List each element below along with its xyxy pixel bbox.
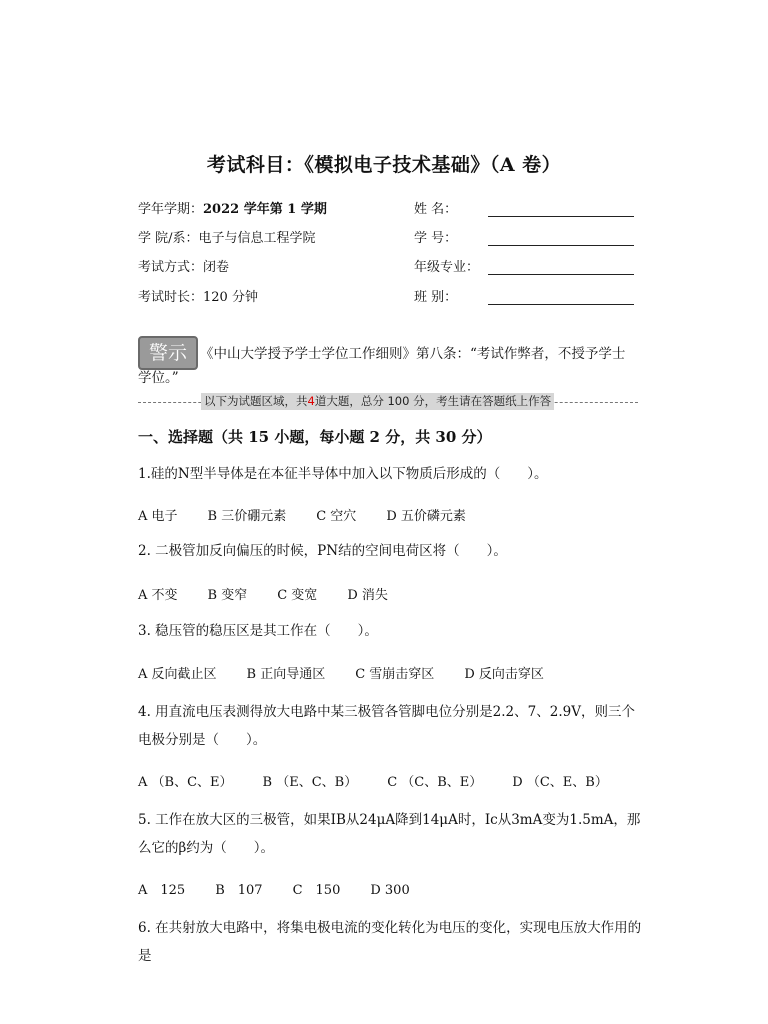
question-2: 2. 二极管加反向偏压的时候，PN结的空间电荷区将（ ）。 bbox=[138, 543, 507, 559]
divider-label bbox=[201, 393, 554, 410]
info-value: 2022 学年第 1 学期 bbox=[203, 202, 327, 217]
class-blank-line[interactable] bbox=[488, 290, 634, 305]
warning-badge: 警示 bbox=[138, 336, 198, 370]
option: B 正向导通区 bbox=[246, 667, 326, 682]
name-blank-line[interactable] bbox=[488, 202, 634, 217]
option: B 变窄 bbox=[207, 588, 248, 603]
student-id-blank-line[interactable] bbox=[488, 231, 634, 246]
info-school bbox=[138, 229, 418, 249]
divider-count: 4 bbox=[307, 394, 315, 408]
question-4-options bbox=[138, 771, 642, 790]
option: A 电子 bbox=[138, 509, 178, 524]
option: A （B、C、E） bbox=[138, 775, 233, 790]
divider-text-after: 道大题，总分 100 分，考生请在答题纸上作答 bbox=[314, 394, 552, 408]
option: D 反向击穿区 bbox=[464, 667, 544, 682]
info-value: 闭卷 bbox=[203, 260, 230, 275]
question-4: 4. 用直流电压表测得放大电路中某三极管各管脚电位分别是2.2、7、2.9V，则三个电极分别是（ ）。 bbox=[138, 704, 635, 748]
option: D 消失 bbox=[347, 588, 388, 603]
class-field-row bbox=[414, 288, 654, 308]
major-blank-line[interactable] bbox=[488, 260, 634, 275]
option: D （C、E、B） bbox=[512, 775, 608, 790]
question-1: 1.硅的N型半导体是在本征半导体中加入以下物质后形成的（ ）。 bbox=[138, 466, 548, 482]
class-label: 班 别： bbox=[414, 290, 458, 305]
option: C 空穴 bbox=[316, 509, 357, 524]
option: C （C、B、E） bbox=[387, 775, 483, 790]
exam-title: 考试科目：《模拟电子技术基础》（A 卷） bbox=[206, 154, 562, 176]
name-field-row bbox=[414, 200, 654, 220]
name-label: 姓 名： bbox=[414, 202, 458, 217]
divider-text-before: 以下为试题区域，共 bbox=[204, 394, 308, 408]
option: D 五价磷元素 bbox=[386, 509, 466, 524]
student-id-label: 学 号： bbox=[414, 231, 458, 246]
info-value: 120 分钟 bbox=[203, 290, 258, 305]
info-value: 电子与信息工程学院 bbox=[198, 231, 316, 246]
info-term bbox=[138, 200, 418, 220]
info-duration bbox=[138, 288, 418, 308]
option: A 125 bbox=[138, 883, 186, 898]
warning-text: 《中山大学授予学士学位工作细则》第八条：“考试作弊者，不授予学士学位。” bbox=[138, 346, 626, 386]
question-3: 3. 稳压管的稳压区是其工作在（ ）。 bbox=[138, 623, 378, 639]
option: C 变宽 bbox=[277, 588, 318, 603]
info-label: 考试方式： bbox=[138, 260, 204, 275]
question-1-options bbox=[138, 505, 642, 524]
option: B 三价硼元素 bbox=[207, 509, 287, 524]
info-label: 考试时长： bbox=[138, 290, 204, 305]
option: B 107 bbox=[215, 883, 263, 898]
major-field-row bbox=[414, 258, 654, 278]
option: C 150 bbox=[292, 883, 341, 898]
option: D 300 bbox=[370, 883, 410, 898]
major-label: 年级专业： bbox=[414, 260, 480, 275]
option: A 反向截止区 bbox=[138, 667, 217, 682]
question-5-options bbox=[138, 879, 642, 898]
option: B （E、C、B） bbox=[262, 775, 358, 790]
option: C 雪崩击穿区 bbox=[355, 667, 435, 682]
question-6: 6. 在共射放大电路中，将集电极电流的变化转化为电压的变化，实现电压放大作用的是 bbox=[138, 920, 642, 964]
info-exam-mode bbox=[138, 258, 418, 278]
question-3-options bbox=[138, 663, 642, 682]
info-label: 学 院/系： bbox=[138, 231, 199, 246]
info-label: 学年学期： bbox=[138, 202, 204, 217]
student-id-field-row bbox=[414, 229, 654, 249]
option: A 不变 bbox=[138, 588, 178, 603]
section-title: 一、选择题（共 15 小题，每小题 2 分，共 30 分） bbox=[138, 428, 492, 446]
question-2-options bbox=[138, 584, 642, 603]
question-5: 5. 工作在放大区的三极管，如果IB从24μA降到14μA时，Ic从3mA变为1.5mA，那么它的β约为（ ）。 bbox=[138, 812, 641, 856]
